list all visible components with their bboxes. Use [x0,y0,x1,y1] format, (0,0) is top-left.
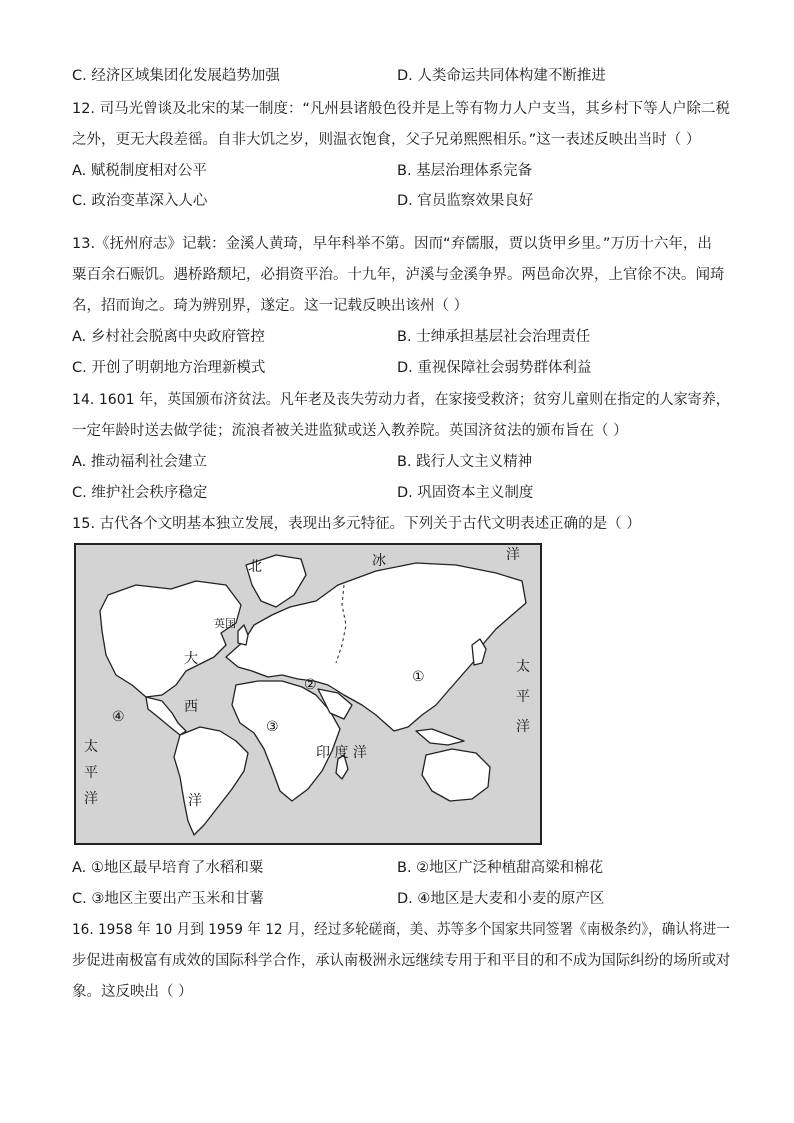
map-marker-2: ② [304,677,317,693]
map-label-yang-atlantic: 洋 [188,793,202,809]
map-marker-1: ① [412,669,425,685]
q15-option-a: A. ①地区最早培育了水稻和粟 [72,860,264,876]
map-label-xi: 西 [184,699,198,715]
q13-stem-line1: 13.《抚州府志》记载：金溪人黄琦，早年科举不第。因而“弃儒服，贾以货甲乡里。”万历十六年，出 [72,236,712,252]
south-america-landmass [174,727,248,835]
central-america-landmass [146,697,186,735]
map-label-tai-right: 太 [516,659,530,675]
q12-option-a: A. 赋税制度相对公平 [72,163,207,179]
map-label-yang-left: 洋 [84,791,98,807]
q11-option-d: D. 人类命运共同体构建不断推进 [397,68,606,84]
q12-stem-line2: 之外，更无大段差徭。自非大饥之岁，则温衣饱食，父子兄弟熙熙相乐。”这一表述反映出当时（ ） [72,132,701,148]
q13-stem-line3: 名，招而询之。琦为辨别界，遂定。这一记载反映出该州（ ） [72,298,469,314]
q12-option-c: C. 政治变革深入人心 [72,193,208,209]
world-map-svg [76,545,540,843]
q14-option-d: D. 巩固资本主义制度 [397,485,534,501]
q16-stem-line3: 象。这反映出（ ） [72,984,193,1000]
q16-stem-line2: 步促进南极富有成效的国际科学合作，承认南极洲永远继续专用于和平目的和不成为国际纠纷的场所或对 [72,953,731,969]
q14-stem-line2: 一定年龄时送去做学徒；流浪者被关进监狱或送入教养院。英国济贫法的颁布旨在（ ） [72,423,628,439]
q14-option-c: C. 维护社会秩序稳定 [72,485,208,501]
q14-option-a: A. 推动福利社会建立 [72,454,207,470]
map-label-yingguo: 英国 [214,617,236,630]
q15-option-c: C. ③地区主要出产玉米和甘薯 [72,891,264,907]
map-label-ping-right: 平 [516,689,530,705]
q13-option-d: D. 重视保障社会弱势群体利益 [397,360,592,376]
map-label-tai-left: 太 [84,739,98,755]
southeast-asia-islands [416,729,464,745]
map-marker-3: ③ [266,719,279,735]
q12-option-d: D. 官员监察效果良好 [397,193,534,209]
q13-option-a: A. 乡村社会脱离中央政府管控 [72,329,265,345]
q13-option-c: C. 开创了明朝地方治理新模式 [72,360,266,376]
australia-landmass [422,749,490,801]
q12-option-b: B. 基层治理体系完备 [397,163,533,179]
q15-option-d: D. ④地区是大麦和小麦的原产区 [397,891,605,907]
q15-option-b: B. ②地区广泛种植甜高粱和棉花 [397,860,604,876]
map-marker-4: ④ [112,709,125,725]
q13-option-b: B. 士绅承担基层社会治理责任 [397,329,591,345]
britain-landmass [238,625,248,645]
map-label-da: 大 [184,651,198,667]
map-label-bei: 北 [248,559,262,575]
q12-stem-line1: 12. 司马光曾谈及北宋的某一制度：“凡州县诸般色役并是上等有物力人户支当，其乡村下等人户除二税 [72,101,731,117]
q15-stem-line1: 15. 古代各个文明基本独立发展，表现出多元特征。下列关于古代文明表述正确的是（ ） [72,516,641,532]
map-label-yang-top: 洋 [506,547,520,563]
q16-stem-line1: 16. 1958 年 10 月到 1959 年 12 月，经过多轮磋商，美、苏等多个国家共同签署《南极条约》，确认将进一 [72,922,730,938]
map-label-indian-ocean: 印 度 洋 [316,745,367,761]
q14-stem-line1: 14. 1601 年，英国颁布济贫法。凡年老及丧失劳动力者，在家接受救济；贫穷儿童则在指定的人家寄养， [72,392,730,408]
north-america-landmass [100,581,241,697]
q14-option-b: B. 践行人文主义精神 [397,454,533,470]
map-label-bing: 冰 [372,553,386,569]
q11-option-c: C. 经济区域集团化发展趋势加强 [72,68,280,84]
map-label-ping-left: 平 [84,765,98,781]
q13-stem-line2: 粟百余石赈饥。遇桥路颓圮，必捐资平治。十九年，泸溪与金溪争界。两邑命次界，上官徐不决。闻琦 [72,267,725,283]
map-label-yang-right: 洋 [516,719,530,735]
world-map-figure [74,543,542,845]
